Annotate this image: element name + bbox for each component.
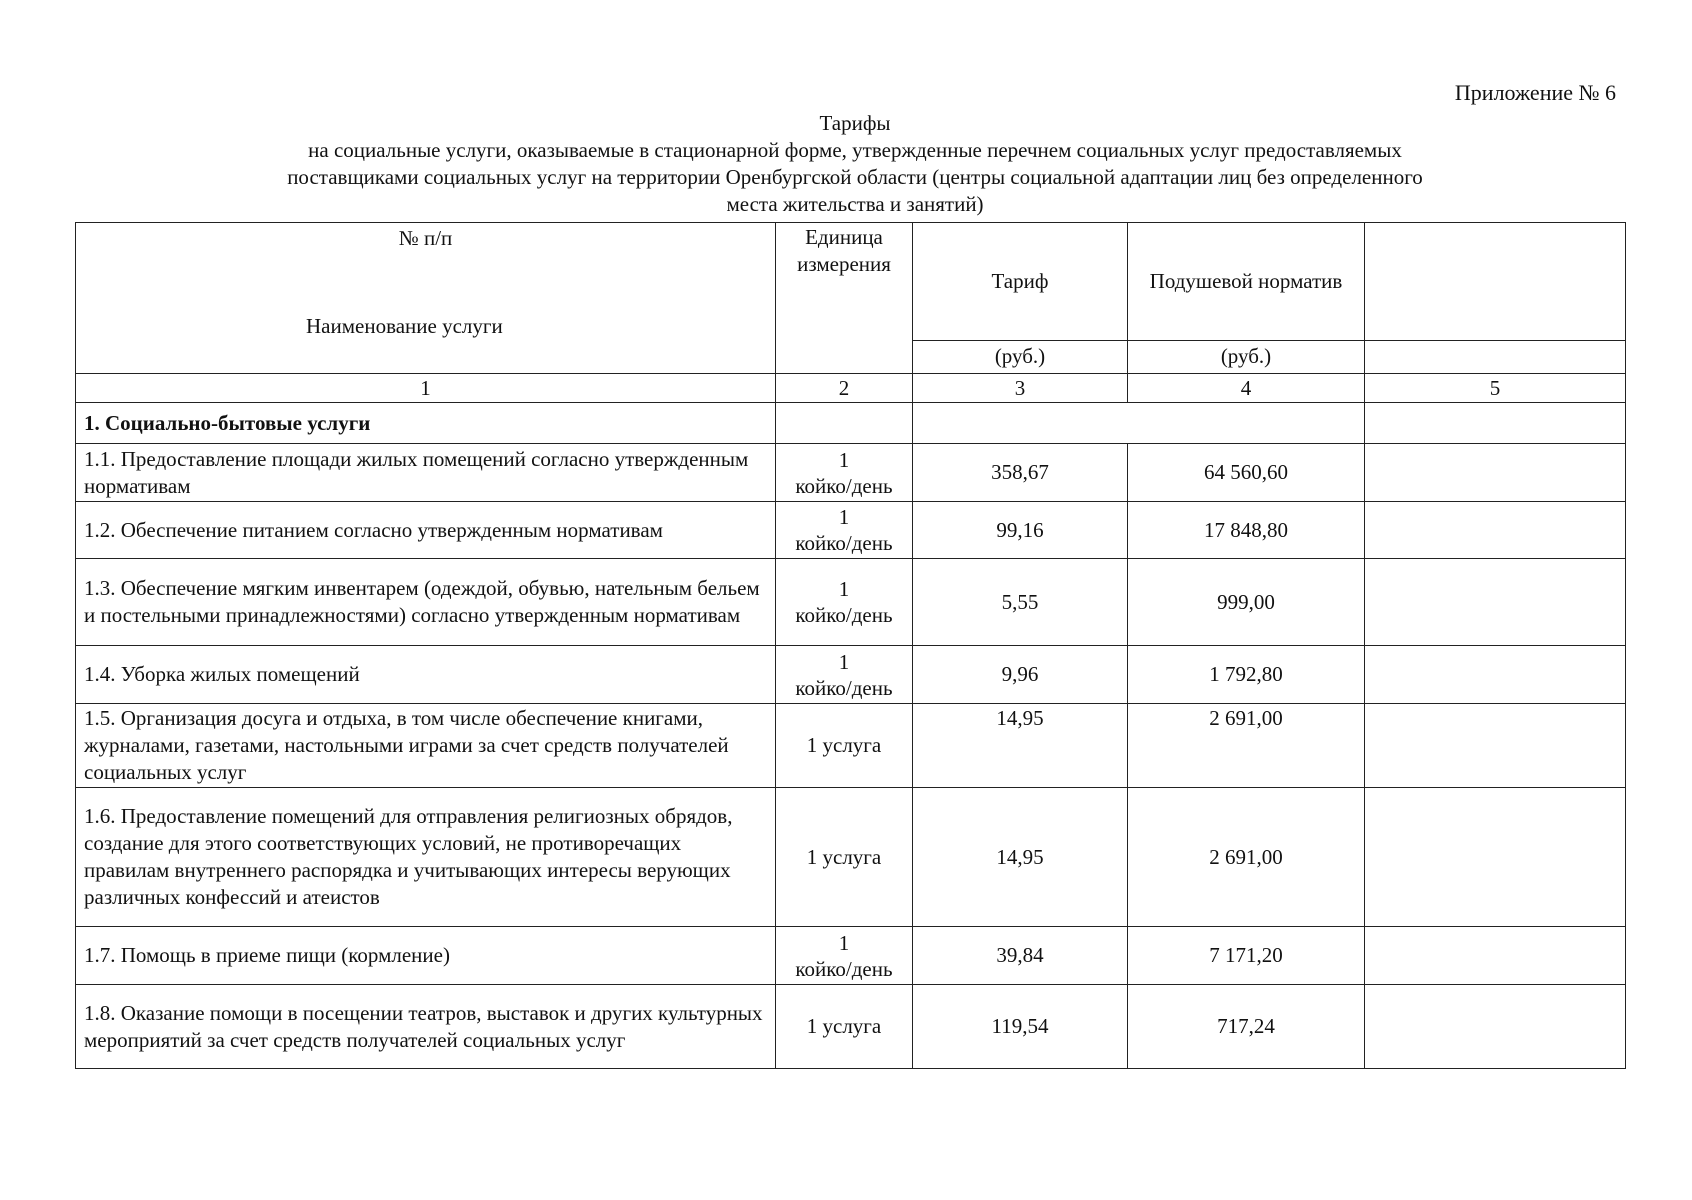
- section-empty-cell: [1365, 403, 1626, 444]
- table-row: [76, 927, 1626, 985]
- service-extra: [1365, 646, 1626, 704]
- service-name: 1.6. Предоставление помещений для отправления религиозных обрядов, создание для этого соответствующих условий, не противоречащих правилам внутреннего распорядка и учитывающих интересы верующих различных конфессий и атеистов: [76, 788, 776, 927]
- service-extra: [1365, 927, 1626, 985]
- header-extra-cell: [1365, 223, 1626, 341]
- column-number: 3: [913, 374, 1128, 403]
- service-extra: [1365, 985, 1626, 1069]
- service-name: 1.7. Помощь в приеме пищи (кормление): [76, 927, 776, 985]
- service-norm: 999,00: [1128, 559, 1365, 646]
- service-norm: 2 691,00: [1128, 788, 1365, 927]
- column-number: 2: [776, 374, 913, 403]
- service-norm: 7 171,20: [1128, 927, 1365, 985]
- service-norm: 717,24: [1128, 985, 1365, 1069]
- service-norm: 2 691,00: [1128, 704, 1365, 788]
- service-extra: [1365, 444, 1626, 502]
- service-extra: [1365, 704, 1626, 788]
- header-name-cell: [76, 223, 776, 374]
- table-row: [76, 502, 1626, 559]
- section-empty-cell: [776, 403, 913, 444]
- service-unit: 1 койко/день: [776, 559, 913, 646]
- service-tariff: 358,67: [913, 444, 1128, 502]
- service-unit: 1 услуга: [776, 788, 913, 927]
- service-unit: 1 койко/день: [776, 444, 913, 502]
- service-tariff: 14,95: [913, 704, 1128, 788]
- column-number-row: [76, 374, 1626, 403]
- header-norm-label: Подушевой норматив: [1128, 223, 1365, 341]
- service-norm: 1 792,80: [1128, 646, 1365, 704]
- service-norm: 64 560,60: [1128, 444, 1365, 502]
- header-tariff-unit: (руб.): [913, 340, 1128, 373]
- service-name: 1.3. Обеспечение мягким инвентарем (одеждой, обувью, нательным бельем и постельными принадлежностями) согласно утвержденным нормативам: [76, 559, 776, 646]
- document-subtitle: на социальные услуги, оказываемые в стационарной форме, утвержденные перечнем социальных услуг предоставляемых поставщиками социальных услуг на территории Оренбургской области (центры социальной адаптации лиц без определенного места жительства и занятий): [287, 138, 1423, 216]
- service-extra: [1365, 559, 1626, 646]
- table-row: [76, 646, 1626, 704]
- header-number-label: № п/п: [398, 226, 453, 250]
- header-norm-unit: (руб.): [1128, 340, 1365, 373]
- tariffs-table: [75, 222, 1626, 1069]
- service-name: 1.1. Предоставление площади жилых помещений согласно утвержденным нормативам: [76, 444, 776, 502]
- section-row: [76, 403, 1626, 444]
- section-empty-cell: [913, 403, 1365, 444]
- service-unit: 1 койко/день: [776, 646, 913, 704]
- header-tariff-label: Тариф: [913, 223, 1128, 341]
- service-unit: 1 услуга: [776, 985, 913, 1069]
- document-heading: [260, 110, 1450, 218]
- section-title: 1. Социально-бытовые услуги: [76, 403, 776, 444]
- table-row: [76, 788, 1626, 927]
- column-number: 5: [1365, 374, 1626, 403]
- header-extra-unit-cell: [1365, 340, 1626, 373]
- appendix-label: Приложение № 6: [1454, 80, 1616, 105]
- service-norm: 17 848,80: [1128, 502, 1365, 559]
- service-unit: 1 койко/день: [776, 502, 913, 559]
- service-tariff: 9,96: [913, 646, 1128, 704]
- header-unit-label: Единица измерения: [776, 223, 913, 374]
- service-name: 1.8. Оказание помощи в посещении театров, выставок и других культурных мероприятий за счет средств получателей социальных услуг: [76, 985, 776, 1069]
- service-tariff: 119,54: [913, 985, 1128, 1069]
- service-tariff: 39,84: [913, 927, 1128, 985]
- header-row: [76, 223, 1626, 341]
- service-extra: [1365, 502, 1626, 559]
- service-name: 1.2. Обеспечение питанием согласно утвержденным нормативам: [76, 502, 776, 559]
- table-row: [76, 559, 1626, 646]
- service-tariff: 99,16: [913, 502, 1128, 559]
- service-unit: 1 койко/день: [776, 927, 913, 985]
- service-tariff: 5,55: [913, 559, 1128, 646]
- table-row: [76, 985, 1626, 1069]
- column-number: 4: [1128, 374, 1365, 403]
- document-title: Тарифы: [819, 111, 891, 135]
- table-row: [76, 444, 1626, 502]
- service-name: 1.5. Организация досуга и отдыха, в том числе обеспечение книгами, журналами, газетами, настольными играми за счет средств получателей социальных услуг: [76, 704, 776, 788]
- service-name: 1.4. Уборка жилых помещений: [76, 646, 776, 704]
- service-extra: [1365, 788, 1626, 927]
- service-unit: 1 услуга: [776, 704, 913, 788]
- table-row: [76, 704, 1626, 788]
- service-tariff: 14,95: [913, 788, 1128, 927]
- column-number: 1: [76, 374, 776, 403]
- header-name-label: Наименование услуги: [306, 314, 503, 338]
